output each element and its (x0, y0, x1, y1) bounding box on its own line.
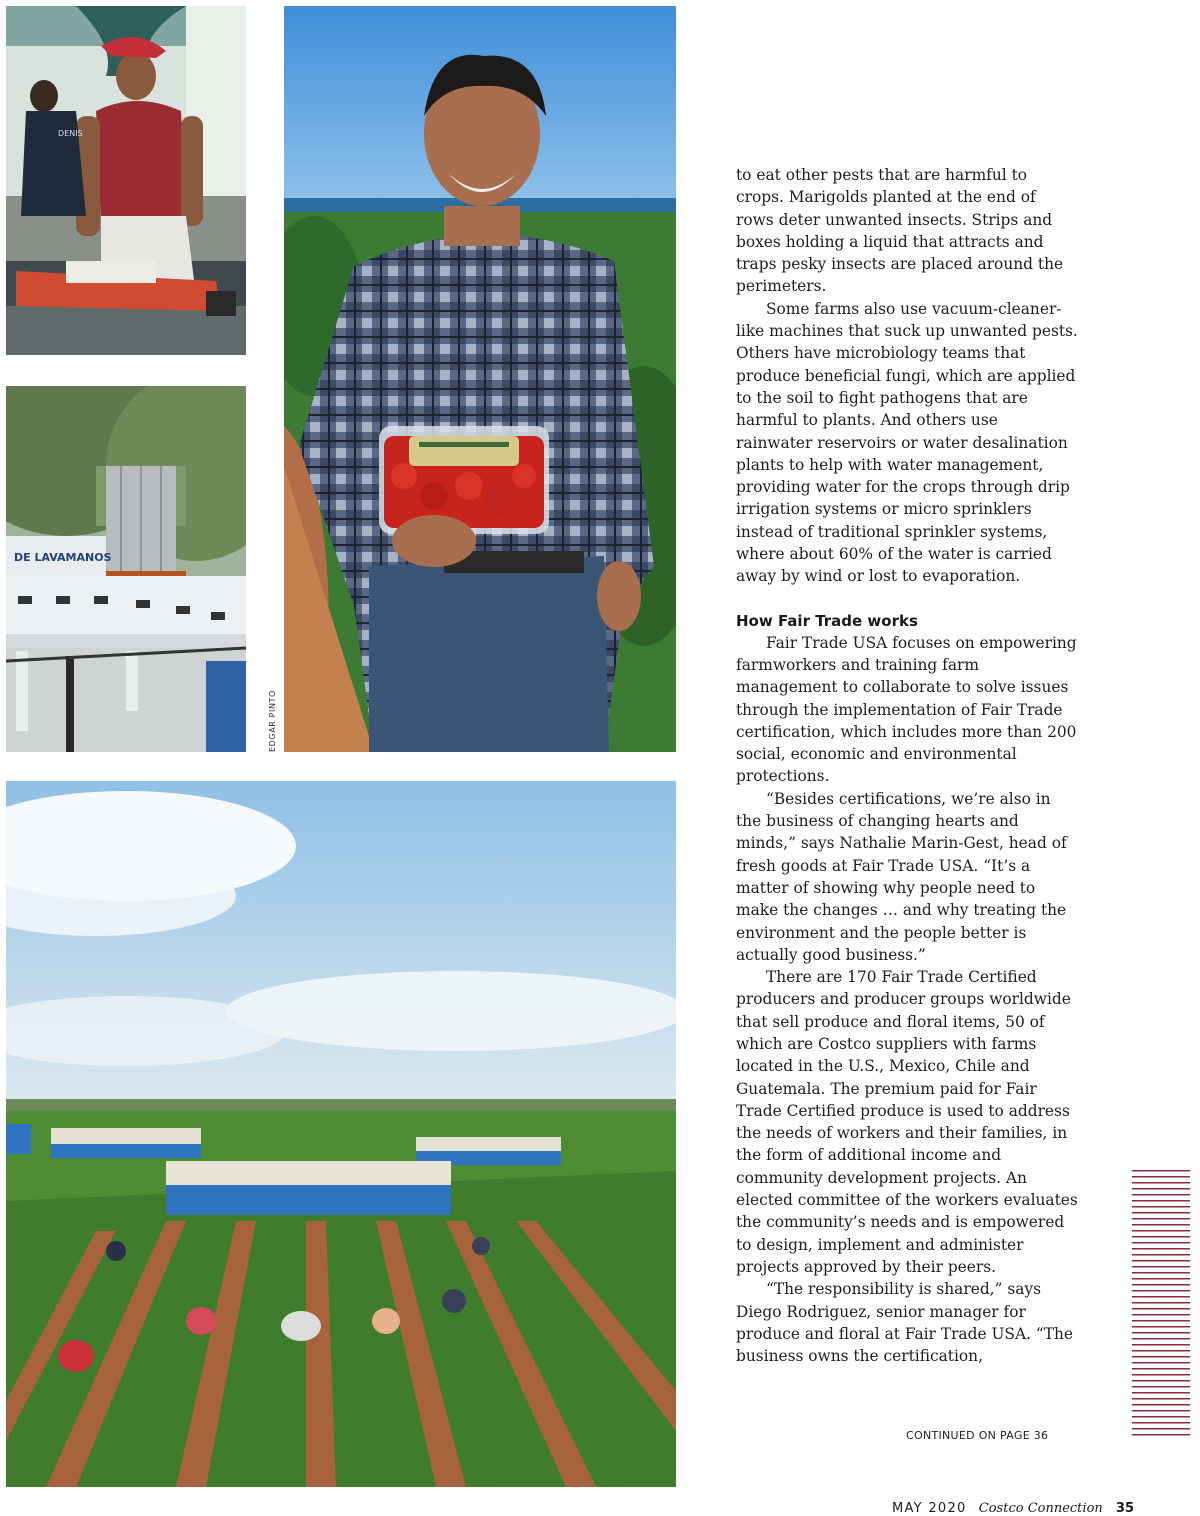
issue-date: MAY 2020 (891, 1501, 967, 1516)
article-paragraph: “Besides certifications, we’re also in the business of changing hearts and minds,” says Nathalie Marin-Gest, head of fresh goods at Fair Trade USA. “It’s a matter of showing why people need to make the changes … and why treating the environment and the people better is actually good business.” (736, 789, 1067, 964)
decorative-stripes (1132, 1170, 1190, 1440)
article-body (736, 164, 1078, 1367)
page-footer (892, 1501, 1134, 1516)
article-paragraph: Fair Trade USA focuses on empowering farmworkers and training farm management to collaborate to solve issues through the implementation of Fair Trade certification, which includes more than 200 social, economic and environmental protections. (736, 633, 1077, 786)
workers-first-aid-photo (6, 6, 246, 355)
farmer-with-strawberries-photo (284, 6, 676, 752)
handwashing-station-photo (6, 386, 246, 752)
article-paragraph: There are 170 Fair Trade Certified producers and producer groups worldwide that sell produce and floral items, 50 of which are Costco suppliers with farms located in the U.S., Mexico, Chile and Guatemala. The premium paid for Fair Trade Certified produce is used to address the needs of workers and their families, in the form of additional income and community development projects. An elected committee of the workers evaluates the community’s needs and is empowered to design, implement and administer projects approved by their peers. (736, 968, 1078, 1276)
washroom-sign-text: DE LAVAMANOS (14, 551, 112, 564)
continued-jump-line: CONTINUED ON PAGE 36 (906, 1429, 1049, 1442)
section-heading: How Fair Trade works (736, 611, 918, 630)
article-paragraph: Some farms also use vacuum-cleaner-like machines that suck up unwanted pests. Others have microbiology teams that produce beneficial fungi, which are applied to the soil to fight pathogens that are harmful to plants. And others use rainwater reservoirs or water desalination plants to help with water management, providing water for the crops through drip irrigation systems or micro sprinklers instead of traditional sprinkler systems, where about 60% of the water is carried away by wind or lost to evaporation. (736, 299, 1078, 586)
photo-credit: EDGAR PINTO (268, 690, 277, 752)
article-paragraph: “The responsibility is shared,” says Diego Rodriguez, senior manager for produce and floral at Fair Trade USA. “The business owns the certification, (736, 1280, 1074, 1366)
page-number: 35 (1115, 1501, 1134, 1516)
magazine-name: Costco Connection (978, 1501, 1103, 1516)
strawberry-field-harvest-photo (6, 781, 676, 1487)
article-paragraph: to eat other pests that are harmful to crops. Marigolds planted at the end of rows deter unwanted insects. Strips and boxes holding a liquid that attracts and traps pesky insects are placed around the perimeters. (736, 166, 1064, 296)
shirt-text: DENIS (58, 129, 83, 138)
